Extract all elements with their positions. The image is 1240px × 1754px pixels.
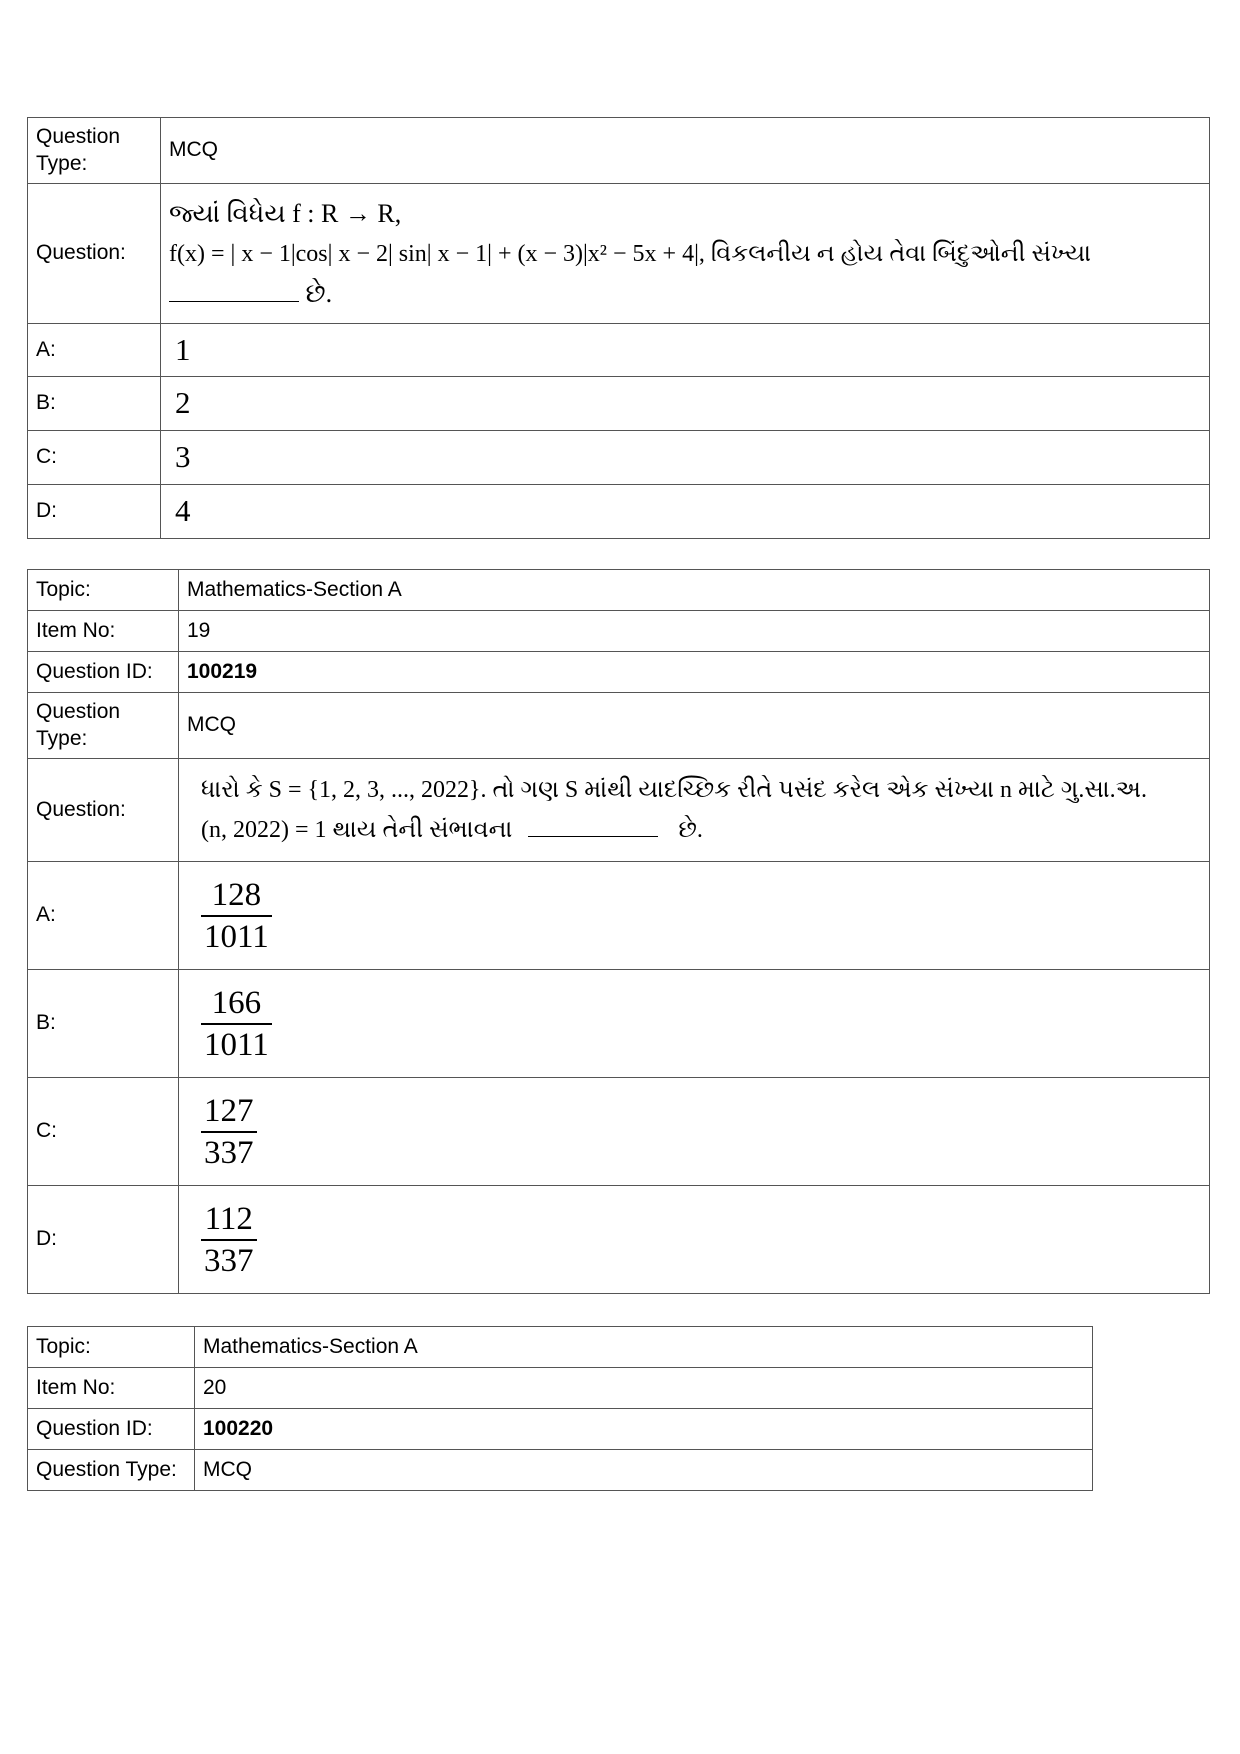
question-line-3: છે. — [678, 817, 703, 843]
question-type-value: MCQ — [179, 693, 1210, 759]
answer-blank — [528, 814, 658, 837]
question-label: Question: — [28, 759, 179, 862]
answer-blank — [169, 279, 299, 302]
option-label: C: — [28, 1078, 179, 1186]
question-type-value: MCQ — [161, 118, 1210, 184]
fraction — [201, 875, 272, 957]
item-no-label: Item No: — [28, 611, 179, 652]
option-label: B: — [28, 970, 179, 1078]
numerator: 166 — [211, 984, 262, 1021]
denominator: 1011 — [204, 918, 269, 955]
question-id-value: 100219 — [179, 652, 1210, 693]
question-line-1: જ્યાં વિધેય f : R → R, — [169, 198, 402, 228]
question-id-value: 100220 — [195, 1409, 1093, 1450]
option-a-value: 1 — [161, 324, 1210, 377]
fraction — [201, 983, 272, 1065]
denominator: 337 — [204, 1134, 254, 1171]
question-id-label: Question ID: — [28, 1409, 195, 1450]
item-no-value: 20 — [195, 1368, 1093, 1409]
denominator: 337 — [204, 1242, 254, 1279]
question-type-label: Question Type: — [28, 693, 179, 759]
numerator: 127 — [204, 1092, 254, 1129]
option-a-value — [179, 862, 1210, 970]
question-type-label: Question Type: — [28, 1450, 195, 1491]
option-d-value — [179, 1186, 1210, 1294]
fraction — [201, 1091, 257, 1173]
fraction — [201, 1199, 257, 1281]
question-label: Question: — [28, 184, 161, 324]
question-line-3: છે. — [305, 278, 333, 308]
question-id-label: Question ID: — [28, 652, 179, 693]
option-c-value: 3 — [161, 431, 1210, 485]
question-line-2: (n, 2022) = 1 થાય તેની સંભાવના — [201, 817, 513, 843]
topic-value: Mathematics-Section A — [179, 570, 1210, 611]
question-line-1: ધારો કે S = {1, 2, 3, ..., 2022}. તો ગણ S માંથી યાદચ્છિક રીતે પસંદ કરેલ એક સંખ્યા n માટે ગુ.સા.અ. — [201, 777, 1147, 803]
item-no-value: 19 — [179, 611, 1210, 652]
option-label: B: — [28, 377, 161, 431]
denominator: 1011 — [204, 1026, 269, 1063]
option-label: A: — [28, 324, 161, 377]
option-c-value — [179, 1078, 1210, 1186]
question-20-table — [27, 1326, 1093, 1491]
numerator: 112 — [204, 1200, 253, 1237]
numerator: 128 — [211, 876, 262, 913]
topic-label: Topic: — [28, 570, 179, 611]
option-label: C: — [28, 431, 161, 485]
question-line-2: f(x) = | x − 1|cos| x − 2| sin| x − 1| + (x − 3)|x² − 5x + 4|, વિકલનીય ન હોય તેવા બિંદુઓની સંખ્યા — [169, 240, 1092, 267]
option-label: D: — [28, 485, 161, 539]
option-d-value: 4 — [161, 485, 1210, 539]
option-b-value: 2 — [161, 377, 1210, 431]
item-no-label: Item No: — [28, 1368, 195, 1409]
option-label: D: — [28, 1186, 179, 1294]
question-18-table — [27, 117, 1210, 539]
question-type-value: MCQ — [195, 1450, 1093, 1491]
question-19-table — [27, 569, 1210, 1294]
option-label: A: — [28, 862, 179, 970]
option-b-value — [179, 970, 1210, 1078]
topic-label: Topic: — [28, 1327, 195, 1368]
question-type-label: Question Type: — [28, 118, 161, 184]
question-text — [179, 759, 1210, 862]
question-text — [161, 184, 1210, 324]
topic-value: Mathematics-Section A — [195, 1327, 1093, 1368]
